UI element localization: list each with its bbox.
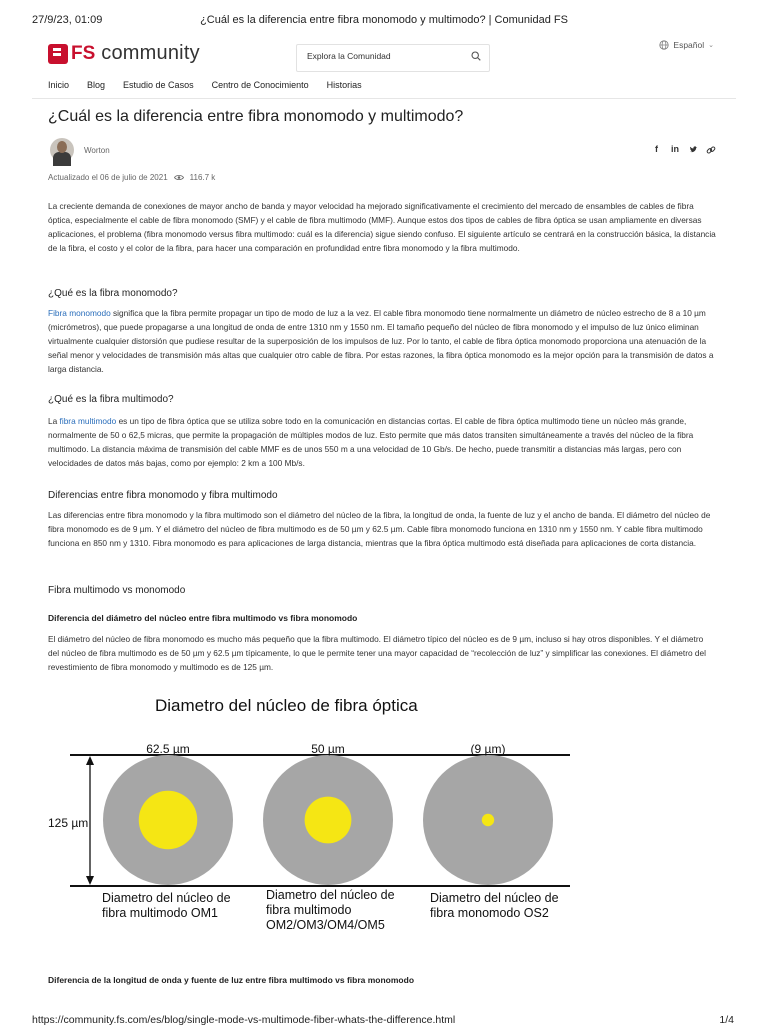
core-diameter-figure	[40, 692, 640, 932]
chevron-down-icon: ⌄	[708, 42, 714, 49]
article-meta	[48, 173, 215, 182]
fiber-caption-line: Diametro del núcleo de	[430, 891, 559, 905]
search-box	[296, 44, 490, 72]
multimodo-paragraph	[48, 414, 716, 470]
nav-item-estudio-de-casos[interactable]: Estudio de Casos	[123, 80, 194, 90]
core-size-label: (9 µm)	[470, 742, 506, 756]
twitter-icon[interactable]	[689, 145, 698, 154]
linkedin-icon[interactable]: in	[671, 144, 679, 154]
fs-logo-icon	[48, 44, 68, 64]
page-number: 1/4	[719, 1014, 734, 1026]
figure-title: Diametro del núcleo de fibra óptica	[155, 696, 418, 715]
section-heading-diferencias: Diferencias entre fibra monomodo y fibra multimodo	[48, 490, 278, 501]
globe-icon	[659, 40, 669, 50]
subheading-wavelength: Diferencia de la longitud de onda y fuente de luz entre fibra multimodo vs fibra monomodo	[48, 975, 415, 985]
language-selector[interactable]	[659, 40, 714, 50]
copy-link-icon[interactable]	[706, 145, 716, 155]
multimodo-pre: La	[48, 416, 60, 426]
fiber-caption-line: fibra multimodo OM1	[102, 906, 219, 920]
search-input[interactable]	[307, 51, 457, 61]
facebook-icon[interactable]: f	[655, 144, 658, 154]
cladding-label: 125 µm	[48, 816, 89, 830]
share-bar	[652, 144, 716, 155]
section-heading-monomodo: ¿Qué es la fibra monomodo?	[48, 288, 178, 299]
fibra-monomodo-link[interactable]: Fibra monomodo	[48, 308, 111, 318]
main-nav	[48, 80, 380, 90]
nav-item-blog[interactable]: Blog	[87, 80, 106, 90]
core-diameter-paragraph: El diámetro del núcleo de fibra monomodo es mucho más pequeño que la fibra multimodo. El diámetro típico del núcleo es de 9 µm, incluso si hay otros disponibles. Y el diámetro del núcleo de fibra multimodo es de 50 µm y 62.5 µm típicamente, lo que le permite tener una mayor capacidad de “recolección de luz” y simplificar las conexiones. El diámetro del revestimiento de fibra monomodo y multimodo es de 125 µm.	[48, 634, 706, 672]
author-name[interactable]: Worton	[84, 146, 110, 155]
print-title: ¿Cuál es la diferencia entre fibra monomodo y multimodo? | Comunidad FS	[200, 14, 568, 26]
subheading-core-diameter: Diferencia del diámetro del núcleo entre fibra multimodo vs fibra monomodo	[48, 613, 358, 623]
logo-community-text: community	[101, 42, 200, 64]
arrow-up-icon	[86, 756, 94, 765]
fiber-caption-line: OM2/OM3/OM4/OM5	[266, 918, 385, 932]
logo-brand: FS	[71, 42, 96, 64]
fiber-core	[305, 797, 352, 844]
updated-date: Actualizado el 06 de julio de 2021	[48, 173, 168, 182]
nav-item-historias[interactable]: Historias	[326, 80, 362, 90]
section-heading-vs: Fibra multimodo vs monomodo	[48, 585, 186, 596]
nav-item-inicio[interactable]: Inicio	[48, 80, 70, 90]
fiber-caption-line: Diametro del núcleo de	[266, 888, 395, 902]
site-header	[48, 40, 720, 74]
section-heading-multimodo: ¿Qué es la fibra multimodo?	[48, 394, 174, 405]
author-row	[48, 136, 720, 164]
print-date: 27/9/23, 01:09	[32, 14, 103, 26]
fiber-core	[139, 791, 198, 850]
nav-divider	[32, 98, 736, 99]
page-url: https://community.fs.com/es/blog/single-mode-vs-multimode-fiber-whats-the-difference.html	[32, 1014, 456, 1026]
language-label: Español	[673, 40, 705, 50]
fs-community-logo[interactable]	[48, 42, 200, 65]
diferencias-paragraph: Las diferencias entre fibra monomodo y la fibra multimodo son el diámetro del núcleo de la fibra, la longitud de onda, la fuente de luz y el ancho de banda. El diámetro del núcleo de fibra monomodo es de 9 µm. Y el diámetro del núcleo de fibra multimodo es de 50 µm y 62.5 µm. Cable fibra monomodo funciona en 1310 nm y 1550 nm. Y cable fibra multimodo funciona en 850 nm y 1310. Fibra monomodo es para aplicaciones de larga distancia, mientras que la fibra óptica multimodo está diseñada para aplicaciones de corta distancia.	[48, 510, 711, 548]
avatar[interactable]	[50, 138, 74, 162]
fiber-diagram	[40, 692, 640, 932]
intro-paragraph: La creciente demanda de conexiones de mayor ancho de banda y mayor velocidad ha mejorado significativamente el crecimiento del mercado de ensambles de cables de fibra óptica, especialmente el cable de fibra monomodo (SMF) y el cable de fibra multimodo (MMF). Aunque estos dos tipos de cables de fibra óptica se usan ampliamente en diversas aplicaciones, el problema (fibra monomodo versus fibra multimodo: cuál es la diferencia) sigue siendo confuso. El siguiente artículo se centrará en la construcción básica, la distancia de la fibra, el costo y el color de la fibra, para hacer una comparación en profundidad entre fibra monomodo y la fibra multimodo.	[48, 201, 716, 253]
monomodo-text: significa que la fibra permite propagar un tipo de modo de luz a la vez. El cable fibra monomodo tiene normalmente un diámetro de núcleo estrecho de 8 a 10 µm (micrómetros), que puede propagarse a una longitud de onda de entre 1310 nm y 1550 nm. El tamaño pequeño del núcleo de fibra monomodo y el impulso de luz único eliminan virtualmente cualquier distorsión que pudiese resultar de la superposición de los impulsos de luz. Por lo tanto, el cable de fibra óptica monomodo proporciona una atenuación de la señal menor y velocidades de transmisión más altas que cualquier otro cable de fibra. Por estas razones, la fibra óptica monomodo es la mejor opción para la transmisión de datos a larga distancia.	[48, 308, 714, 374]
arrow-down-icon	[86, 876, 94, 885]
fiber-core	[482, 814, 494, 826]
nav-item-centro-de-conocimiento[interactable]: Centro de Conocimiento	[211, 80, 309, 90]
eye-icon	[174, 174, 184, 181]
page-title: ¿Cuál es la diferencia entre fibra monomodo y multimodo?	[48, 108, 464, 125]
monomodo-paragraph	[48, 306, 716, 376]
multimodo-text: es un tipo de fibra óptica que se utiliza sobre todo en la comunicación en distancias cortas. El cable de fibra óptica multimodo tiene un núcleo más grande, normalmente de 50 o 62,5 micras, que permite la propagación de múltiples modos de luz. Esto permite que más datos transiten simultáneamente a través del núcleo de la fibra multimodo. La distancia máxima de transmisión del cable MMF es de unos 550 m a una velocidad de 10 Gb/s. De hecho, puede transmitir a distancias más largas, pero con velocidades de datos más bajas, como por ejemplo: 2 km a 100 Mb/s.	[48, 416, 694, 468]
core-size-label: 62.5 µm	[146, 742, 190, 756]
fiber-caption-line: fibra multimodo	[266, 903, 352, 917]
fiber-caption-line: Diametro del núcleo de	[102, 891, 231, 905]
fibra-multimodo-link[interactable]: fibra multimodo	[59, 416, 117, 426]
fiber-caption-line: fibra monomodo OS2	[430, 906, 549, 920]
core-size-label: 50 µm	[311, 742, 345, 756]
search-icon[interactable]	[471, 51, 481, 61]
view-count: 116.7 k	[189, 173, 216, 182]
